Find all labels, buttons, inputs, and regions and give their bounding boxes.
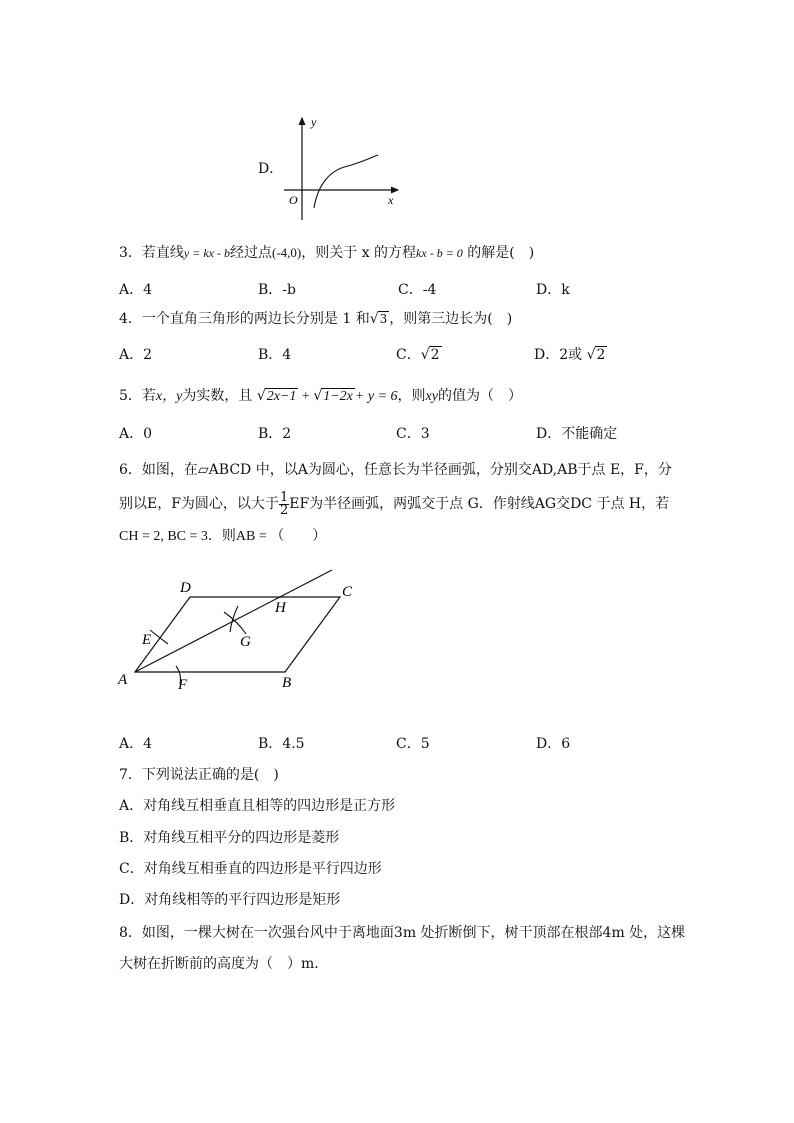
option-d-graph <box>278 112 408 224</box>
q3-equation: kx - b = 0 <box>416 246 463 260</box>
q3-text-a: 若直线 <box>141 245 184 261</box>
sqrt-symbol: √ <box>586 347 596 363</box>
q5-text-b: 为实数，且 <box>182 388 253 404</box>
arc-e <box>150 630 168 644</box>
parallelogram-figure <box>110 562 360 694</box>
q3-text-b: 经过点 <box>230 245 272 261</box>
q3-equation-line: y = kx - b <box>183 246 230 260</box>
origin-label: O <box>289 193 298 207</box>
q3-text-c: ，则关于 x 的方程 <box>301 245 417 261</box>
question-5: 5．若x，y为实数，且 √2x−1 + √1−2x + y = 6，则xy的值为（ ） <box>119 388 522 404</box>
q6-line-1: 6．如图，在▱ABCD 中，以A为圆心，任意长为半径画弧，分别交AD,AB于点 E，F，分 <box>119 462 672 478</box>
q6-line-2-b: EF为半径画弧，两弧交于点 G．作射线AG交DC 于点 H，若 <box>289 496 670 512</box>
q4-option-c <box>396 346 442 364</box>
q5-text-d: 的值为（ ） <box>437 388 522 404</box>
q4-option-c-label: C． <box>396 347 421 363</box>
q3-option-b: B．-b <box>258 282 296 298</box>
q7-option-d: D．对角线相等的平行四边形是矩形 <box>119 892 341 908</box>
q8-line-1: 8．如图，一棵大树在一次强台风中于离地面3m 处折断倒下，树干顶部在根部4m 处，这棵 <box>119 925 686 941</box>
function-curve <box>314 155 378 208</box>
label-g: G <box>240 634 251 650</box>
ray-ag <box>135 570 332 672</box>
question-3 <box>119 244 534 262</box>
q7-option-b: B．对角线互相平分的四边形是菱形 <box>119 830 340 846</box>
label-a: A <box>118 672 128 688</box>
q4-option-d-root: 2 <box>596 347 606 363</box>
q3-option-c: C．-4 <box>398 282 437 298</box>
question-4 <box>119 310 512 328</box>
fraction <box>279 489 289 518</box>
q6-option-b: B．4.5 <box>258 736 305 752</box>
q4-option-d-label: D．2或 <box>534 347 587 363</box>
q5-option-c: C．3 <box>396 426 430 442</box>
q6-option-d: D．6 <box>536 736 571 752</box>
label-d: D <box>180 580 191 596</box>
label-e: E <box>142 632 152 648</box>
label-h: H <box>275 600 286 616</box>
q5-root-1: 2x−1 <box>266 389 297 404</box>
fraction-denominator: 2 <box>279 502 289 518</box>
sqrt-symbol: √ <box>256 388 266 404</box>
q4-option-d <box>534 346 607 364</box>
y-axis-label: y <box>311 115 317 129</box>
q4-text-b: ，则第三边长为( ) <box>389 311 513 327</box>
q6-option-c: C．5 <box>396 736 430 752</box>
q7-option-a: A．对角线互相垂直且相等的四边形是正方形 <box>119 798 396 814</box>
label-f: F <box>178 677 188 693</box>
q3-point: (-4,0) <box>272 245 302 260</box>
option-d-label: D． <box>258 161 284 177</box>
q4-option-b: B．4 <box>258 347 292 363</box>
q5-tail: + y = 6 <box>354 389 398 404</box>
sqrt-symbol: √ <box>313 388 323 404</box>
q5-option-b: B．2 <box>258 426 292 442</box>
q5-root-2: 1−2x <box>323 389 353 404</box>
x-axis-label: x <box>388 193 394 207</box>
sqrt-symbol: √ <box>369 311 379 327</box>
q6-line-2-a: 别以E，F为圆心，以大于 <box>119 496 279 512</box>
q3-option-a: A．4 <box>119 282 153 298</box>
q5-xy: xy <box>425 389 438 404</box>
q6-line-2 <box>119 490 669 518</box>
q7-stem: 7．下列说法正确的是( ) <box>119 767 279 783</box>
q7-option-c: C．对角线互相垂直的四边形是平行四边形 <box>119 861 382 877</box>
sqrt-symbol: √ <box>420 347 430 363</box>
q5-text-c: ，则 <box>397 388 426 404</box>
question-number: 4． <box>119 311 142 327</box>
q5-text-a: 若 <box>141 388 156 404</box>
question-number: 3． <box>119 245 142 261</box>
q5-vars: x，y <box>155 389 183 404</box>
q3-text-d: 的解是( ) <box>462 245 535 261</box>
q4-root: 3 <box>379 312 388 326</box>
arc-g-1 <box>224 612 246 634</box>
label-b: B <box>282 675 292 691</box>
q4-option-a: A．2 <box>119 347 153 363</box>
q3-option-d: D．k <box>536 282 570 298</box>
q5-option-d: D．不能确定 <box>536 426 618 442</box>
q8-line-2: 大树在折断前的高度为（ ）m． <box>119 956 329 972</box>
fraction-numerator: 1 <box>279 489 289 505</box>
label-c: C <box>342 584 353 600</box>
q4-option-c-root: 2 <box>430 347 440 363</box>
question-number: 5． <box>119 388 142 404</box>
q6-option-a: A．4 <box>119 736 153 752</box>
q6-line-3: CH = 2, BC = 3．则AB = （ ） <box>119 529 327 544</box>
q4-text-a: 一个直角三角形的两边长分别是 1 和 <box>141 311 370 327</box>
q5-option-a: A．0 <box>119 426 153 442</box>
